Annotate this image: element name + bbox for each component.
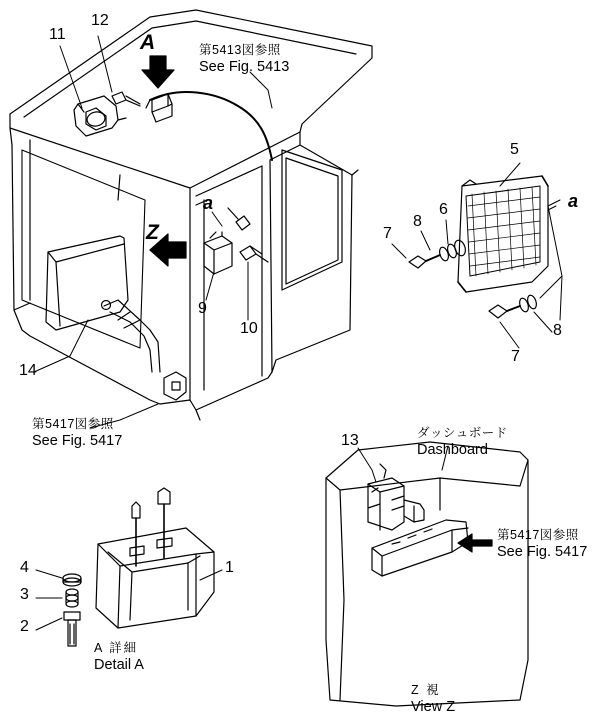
callout-2: 2 bbox=[20, 618, 29, 635]
caption-view-z-en: View Z bbox=[411, 698, 456, 715]
callout-7-top: 7 bbox=[383, 225, 392, 242]
note-fig-5417-right-en: See Fig. 5417 bbox=[497, 543, 588, 560]
note-fig-5413-jp: 第5413図参照 bbox=[199, 43, 281, 57]
caption-view-z bbox=[411, 684, 455, 715]
note-fig-5413 bbox=[199, 44, 289, 75]
label-dashboard-jp: ダッシュボード bbox=[417, 426, 508, 440]
callout-4: 4 bbox=[20, 559, 29, 576]
callout-1: 1 bbox=[225, 559, 234, 576]
callout-8-bottom: 8 bbox=[553, 322, 562, 339]
callout-view-z-marker: Z bbox=[146, 221, 159, 244]
callout-a-left: a bbox=[203, 193, 214, 213]
note-fig-5417-left bbox=[32, 418, 122, 449]
callout-7-bottom: 7 bbox=[511, 348, 520, 365]
callout-13: 13 bbox=[341, 432, 359, 449]
note-fig-5417-left-en: See Fig. 5417 bbox=[32, 432, 123, 449]
callout-5: 5 bbox=[510, 141, 519, 158]
note-fig-5417-right bbox=[497, 529, 587, 560]
callout-a-right: a bbox=[568, 191, 579, 211]
label-dashboard bbox=[417, 427, 508, 458]
callout-6: 6 bbox=[439, 201, 448, 218]
callout-10: 10 bbox=[240, 320, 258, 337]
callout-3: 3 bbox=[20, 586, 29, 603]
note-fig-5413-en: See Fig. 5413 bbox=[199, 58, 290, 75]
callout-14: 14 bbox=[19, 362, 37, 379]
callout-11: 11 bbox=[49, 26, 66, 43]
callout-8-top: 8 bbox=[413, 213, 422, 230]
callout-9: 9 bbox=[198, 300, 207, 317]
caption-detail-a-en: Detail A bbox=[94, 656, 144, 673]
callout-section-a: A bbox=[140, 31, 156, 54]
caption-view-z-jp: Z 視 bbox=[411, 683, 441, 697]
caption-detail-a bbox=[94, 642, 144, 673]
note-fig-5417-left-jp: 第5417図参照 bbox=[32, 417, 114, 431]
label-dashboard-en: Dashboard bbox=[417, 441, 488, 458]
callout-12: 12 bbox=[91, 12, 109, 29]
caption-detail-a-jp: A 詳細 bbox=[94, 641, 139, 655]
note-fig-5417-right-jp: 第5417図参照 bbox=[497, 528, 579, 542]
